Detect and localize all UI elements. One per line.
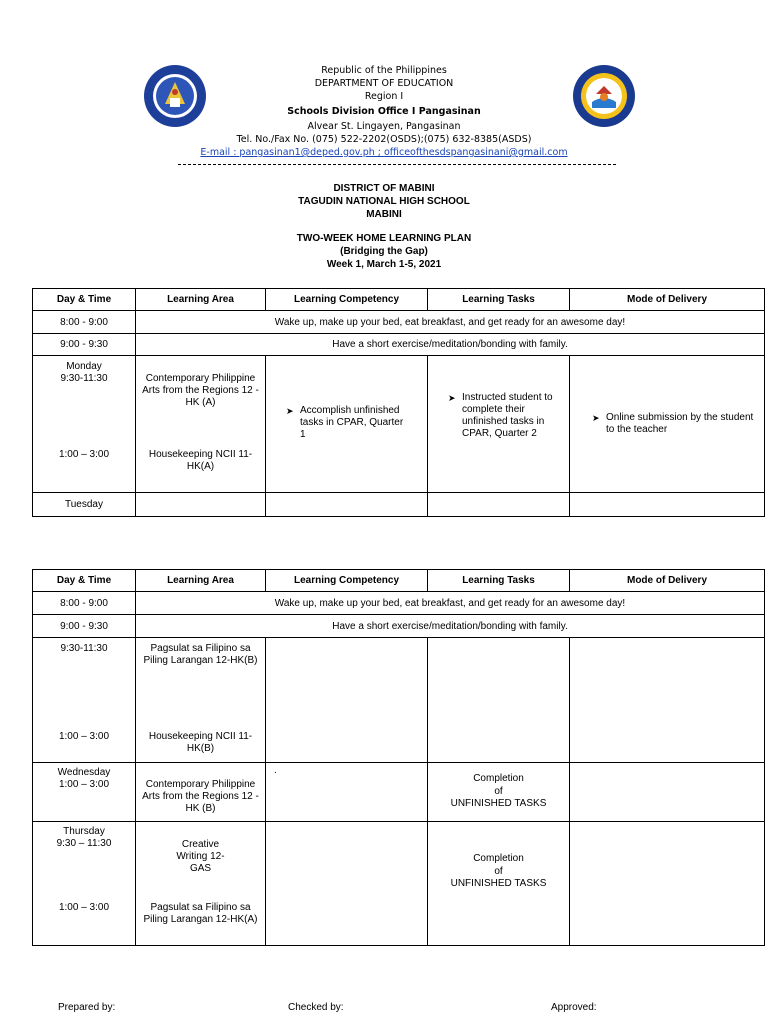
department-text: DEPARTMENT OF EDUCATION bbox=[314, 78, 454, 89]
learning-plan-table-week1 bbox=[32, 288, 765, 517]
tasks-text: UNFINISHED TASKS bbox=[450, 878, 547, 889]
table-header-row bbox=[33, 289, 765, 311]
tasks-cell bbox=[428, 356, 570, 493]
day-label: Tuesday bbox=[33, 493, 136, 517]
competency-cell bbox=[266, 356, 428, 493]
table-row bbox=[33, 638, 765, 763]
day-label: Wednesday bbox=[57, 767, 111, 778]
tasks-text: of bbox=[494, 865, 503, 877]
empty-cell bbox=[570, 638, 765, 763]
approved-label: Approved: bbox=[551, 1002, 597, 1013]
col-learning-area: Learning Area bbox=[136, 570, 266, 592]
tasks-text: Completion bbox=[473, 773, 524, 784]
day-time-cell bbox=[33, 356, 136, 493]
republic-text: Republic of the Philippines bbox=[321, 65, 447, 76]
week-title: Week 1, March 1-5, 2021 bbox=[326, 259, 442, 270]
area-label: Contemporary Philippine Arts from the Regions 12 -HK (B) bbox=[136, 763, 266, 822]
school-title: TAGUDIN NATIONAL HIGH SCHOOL bbox=[298, 196, 470, 207]
area-label: Pagsulat sa Filipino sa Piling Larangan 12-HK(B) bbox=[143, 643, 258, 666]
empty-cell bbox=[136, 493, 266, 517]
col-learning-competency: Learning Competency bbox=[266, 570, 428, 592]
time-cell: 9:00 - 9:30 bbox=[33, 615, 136, 638]
plan-titles bbox=[0, 232, 768, 271]
table-header-row bbox=[33, 570, 765, 592]
empty-cell bbox=[266, 822, 428, 946]
district-title: DISTRICT OF MABINI bbox=[333, 183, 435, 194]
tasks-cell bbox=[428, 763, 570, 822]
col-day-time: Day & Time bbox=[33, 289, 136, 311]
area-label: Contemporary Philippine Arts from the Regions 12 -HK (A) bbox=[142, 373, 259, 408]
region-text: Region I bbox=[364, 91, 404, 102]
plan-title: TWO-WEEK HOME LEARNING PLAN bbox=[296, 233, 472, 244]
empty-cell bbox=[570, 822, 765, 946]
activity-cell: Have a short exercise/meditation/bonding with family. bbox=[136, 334, 765, 356]
time-label: 1:00 – 3:00 bbox=[58, 449, 110, 460]
arrow-bullet-icon: ➤ bbox=[286, 406, 294, 416]
letterhead bbox=[0, 64, 768, 159]
email-link[interactable]: E-mail : pangasinan1@deped.gov.ph ; officeofthesdspangasinani@gmail.com bbox=[200, 147, 568, 158]
area-label: Creative Writing 12-GAS bbox=[176, 839, 225, 874]
tasks-text: Completion bbox=[473, 853, 524, 864]
col-learning-competency: Learning Competency bbox=[266, 289, 428, 311]
competency-cell: . bbox=[266, 763, 428, 822]
delivery-text: Online submission by the student to the teacher bbox=[606, 412, 754, 435]
office-text: Schools Division Office I Pangasinan bbox=[287, 106, 481, 117]
address-text: Alvear St. Lingayen, Pangasinan bbox=[307, 121, 461, 132]
learning-area-cell bbox=[136, 822, 266, 946]
time-label: 1:00 – 3:00 bbox=[58, 731, 110, 742]
table-row bbox=[33, 592, 765, 615]
empty-cell bbox=[570, 493, 765, 517]
tasks-text: Instructed student to complete their unfinished tasks in CPAR, Quarter 2 bbox=[462, 392, 553, 439]
time-label: 9:30 – 11:30 bbox=[56, 838, 112, 849]
learning-area-cell bbox=[136, 356, 266, 493]
col-learning-tasks: Learning Tasks bbox=[428, 289, 570, 311]
col-mode-of-delivery: Mode of Delivery bbox=[570, 289, 765, 311]
arrow-bullet-icon: ➤ bbox=[592, 413, 600, 423]
day-label: Thursday bbox=[63, 826, 105, 837]
table-row bbox=[33, 615, 765, 638]
day-label: Monday bbox=[66, 361, 102, 372]
time-label: 9:30-11:30 bbox=[60, 373, 108, 384]
activity-cell: Wake up, make up your bed, eat breakfast, and get ready for an awesome day! bbox=[136, 311, 765, 334]
tasks-text: UNFINISHED TASKS bbox=[450, 798, 547, 809]
day-time-cell bbox=[33, 763, 136, 822]
col-day-time: Day & Time bbox=[33, 570, 136, 592]
col-learning-area: Learning Area bbox=[136, 289, 266, 311]
town-title: MABINI bbox=[366, 209, 402, 220]
table-row bbox=[33, 311, 765, 334]
time-label: 9:30-11:30 bbox=[60, 643, 108, 654]
learning-area-cell bbox=[136, 638, 266, 763]
col-mode-of-delivery: Mode of Delivery bbox=[570, 570, 765, 592]
activity-cell: Wake up, make up your bed, eat breakfast, and get ready for an awesome day! bbox=[136, 592, 765, 615]
time-label: 1:00 – 3:00 bbox=[58, 779, 110, 790]
time-cell: 8:00 - 9:00 bbox=[33, 592, 136, 615]
area-label: Housekeeping NCII 11-HK(B) bbox=[148, 731, 253, 754]
tasks-cell bbox=[428, 822, 570, 946]
checked-by-label: Checked by: bbox=[288, 1002, 344, 1013]
table-row bbox=[33, 334, 765, 356]
school-titles bbox=[0, 182, 768, 221]
tel-text: Tel. No./Fax No. (075) 522-2202(OSDS);(075) 632-8385(ASDS) bbox=[236, 134, 532, 145]
empty-cell bbox=[266, 638, 428, 763]
time-label: 1:00 – 3:00 bbox=[58, 902, 110, 913]
table-row bbox=[33, 822, 765, 946]
table-row bbox=[33, 763, 765, 822]
competency-text: Accomplish unfinished tasks in CPAR, Quarter 1 bbox=[300, 405, 404, 440]
empty-cell bbox=[428, 638, 570, 763]
delivery-cell bbox=[570, 356, 765, 493]
area-label: Pagsulat sa Filipino sa Piling Larangan 12-HK(A) bbox=[143, 902, 258, 925]
empty-cell bbox=[266, 493, 428, 517]
activity-cell: Have a short exercise/meditation/bonding with family. bbox=[136, 615, 765, 638]
time-cell: 9:00 - 9:30 bbox=[33, 334, 136, 356]
prepared-by-label: Prepared by: bbox=[58, 1002, 116, 1013]
tasks-text: of bbox=[494, 785, 503, 797]
table-row bbox=[33, 356, 765, 493]
empty-cell bbox=[428, 493, 570, 517]
col-learning-tasks: Learning Tasks bbox=[428, 570, 570, 592]
header-divider bbox=[178, 164, 616, 165]
learning-plan-table-week2 bbox=[32, 569, 765, 946]
day-time-cell bbox=[33, 822, 136, 946]
area-label: Housekeeping NCII 11-HK(A) bbox=[148, 449, 253, 472]
arrow-bullet-icon: ➤ bbox=[448, 393, 456, 403]
table-row bbox=[33, 493, 765, 517]
time-cell: 8:00 - 9:00 bbox=[33, 311, 136, 334]
plan-subtitle: (Bridging the Gap) bbox=[340, 246, 428, 257]
empty-cell bbox=[570, 763, 765, 822]
day-time-cell bbox=[33, 638, 136, 763]
